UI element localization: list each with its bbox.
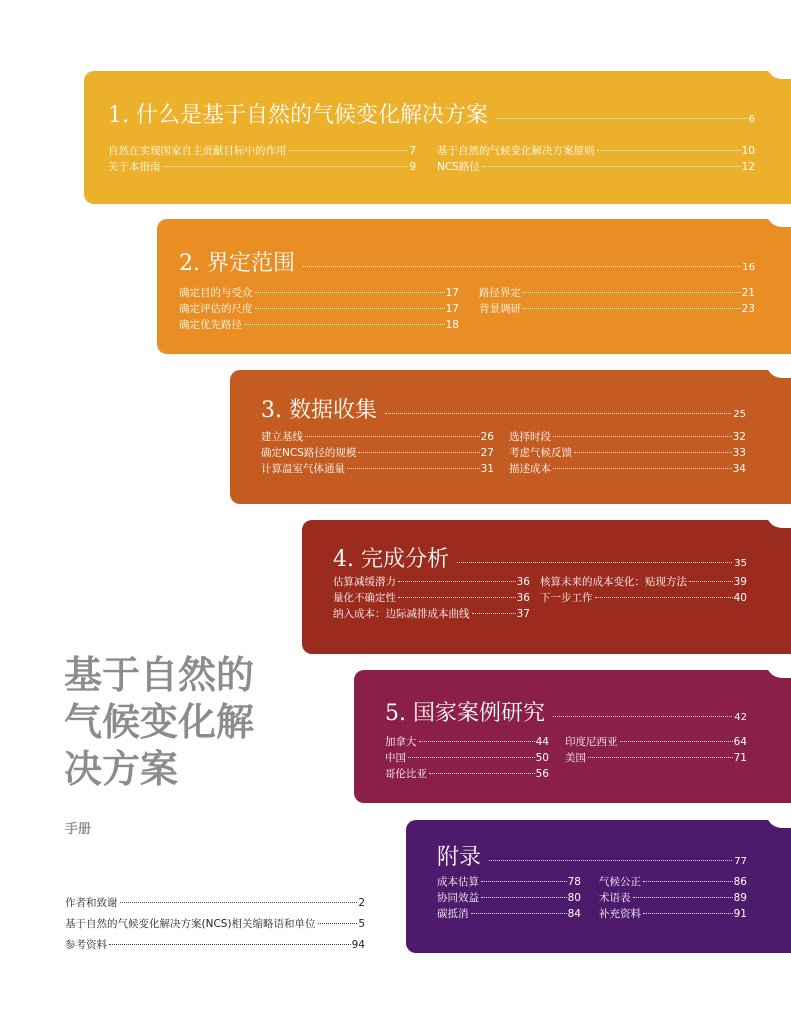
toc-entry[interactable] <box>385 766 549 782</box>
entry-page: 2 <box>358 897 365 909</box>
dot-leader <box>496 118 747 119</box>
entry-page: 86 <box>733 876 747 888</box>
front-matter-entry[interactable] <box>65 914 365 935</box>
section-4-heading[interactable] <box>333 542 747 573</box>
entry-page: 17 <box>445 287 459 299</box>
entry-label: 协同效益 <box>437 892 479 904</box>
section-2-band <box>157 219 791 354</box>
entry-page: 27 <box>480 447 494 459</box>
toc-entry[interactable] <box>333 590 530 606</box>
section-3-band <box>230 370 791 504</box>
dot-leader <box>481 881 567 882</box>
entry-label: 确定目的与受众 <box>179 287 253 299</box>
entry-label: 基于自然的气候变化解决方案(NCS)相关缩略语和单位 <box>65 918 316 930</box>
toc-entry[interactable] <box>333 606 530 622</box>
dot-leader <box>574 452 732 453</box>
section-page-number: 35 <box>734 558 747 569</box>
toc-entry[interactable] <box>261 461 494 477</box>
toc-entry[interactable] <box>509 461 746 477</box>
section-3-heading[interactable] <box>261 393 746 424</box>
toc-entry[interactable] <box>599 906 747 922</box>
dot-leader <box>163 166 409 167</box>
entry-label: 加拿大 <box>385 736 417 748</box>
section-2-heading[interactable] <box>179 246 755 277</box>
toc-entry[interactable] <box>565 750 747 766</box>
entry-page: 39 <box>733 576 747 588</box>
section-page-number: 42 <box>734 712 747 723</box>
entry-page: 12 <box>741 161 755 173</box>
dot-leader <box>408 757 535 758</box>
section-page-number: 16 <box>742 262 755 273</box>
toc-entry[interactable] <box>179 285 459 301</box>
section-5-heading[interactable] <box>385 696 747 727</box>
dot-leader <box>481 897 567 898</box>
toc-entry[interactable] <box>261 445 494 461</box>
dot-leader <box>588 757 733 758</box>
toc-entry[interactable] <box>333 574 530 590</box>
dot-leader <box>489 860 732 861</box>
toc-entry[interactable] <box>599 890 747 906</box>
dot-leader <box>482 166 741 167</box>
dot-leader <box>244 324 445 325</box>
toc-entry[interactable] <box>509 445 746 461</box>
handbook-title-line: 决方案 <box>64 746 179 791</box>
entry-page: 94 <box>351 939 365 951</box>
dot-leader <box>289 150 409 151</box>
entry-label: 中国 <box>385 752 406 764</box>
dot-leader <box>255 308 445 309</box>
handbook-subtitle: 手册 <box>65 822 92 837</box>
front-matter-entry[interactable] <box>65 893 365 914</box>
toc-entry[interactable] <box>565 734 747 750</box>
section-4-band <box>302 520 791 654</box>
entry-label: 成本估算 <box>437 876 479 888</box>
section-title: 1. 什么是基于自然的气候变化解决方案 <box>108 103 488 128</box>
appendix-band <box>406 820 791 953</box>
entry-label: 描述成本 <box>509 463 551 475</box>
toc-entry[interactable] <box>599 874 747 890</box>
toc-entry[interactable] <box>108 159 416 175</box>
entry-page: 36 <box>516 592 530 604</box>
entry-page: 71 <box>733 752 747 764</box>
front-matter-entry[interactable] <box>65 935 365 956</box>
entry-page: 5 <box>358 918 365 930</box>
toc-entry[interactable] <box>479 285 755 301</box>
handbook-title-line: 气候变化解 <box>64 699 255 744</box>
dot-leader <box>318 923 358 924</box>
entry-page: 10 <box>741 145 755 157</box>
dot-leader <box>523 292 741 293</box>
toc-entry[interactable] <box>261 429 494 445</box>
entry-page: 91 <box>733 908 747 920</box>
entry-label: 碳抵消 <box>437 908 469 920</box>
entry-page: 18 <box>445 319 459 331</box>
entry-label: 背景调研 <box>479 303 521 315</box>
toc-entry[interactable] <box>385 734 549 750</box>
dot-leader <box>553 716 732 717</box>
entry-page: 78 <box>567 876 581 888</box>
entry-label: 术语表 <box>599 892 631 904</box>
entry-label: 气候公正 <box>599 876 641 888</box>
dot-leader <box>398 597 516 598</box>
dot-leader <box>429 773 535 774</box>
dot-leader <box>255 292 445 293</box>
toc-entry[interactable] <box>179 301 459 317</box>
handbook-title-line: 基于自然的 <box>64 652 255 697</box>
section-5-band <box>354 670 791 803</box>
dot-leader <box>553 468 732 469</box>
toc-entry[interactable] <box>108 143 416 159</box>
dot-leader <box>358 452 479 453</box>
dot-leader <box>471 913 567 914</box>
entry-page: 34 <box>732 463 746 475</box>
entry-page: 9 <box>409 161 416 173</box>
entry-page: 40 <box>733 592 747 604</box>
entry-page: 26 <box>480 431 494 443</box>
entry-label: 下一步工作 <box>540 592 593 604</box>
toc-entry[interactable] <box>437 906 581 922</box>
entry-label: 建立基线 <box>261 431 303 443</box>
toc-entry[interactable] <box>179 317 459 333</box>
entry-page: 84 <box>567 908 581 920</box>
toc-entry[interactable] <box>437 159 755 175</box>
entry-page: 31 <box>480 463 494 475</box>
section-1-band <box>84 71 791 204</box>
dot-leader <box>305 436 480 437</box>
dot-leader <box>633 897 733 898</box>
toc-entry[interactable] <box>437 874 581 890</box>
toc-entry[interactable] <box>385 750 549 766</box>
toc-entry[interactable] <box>509 429 746 445</box>
section-title: 3. 数据收集 <box>261 398 377 423</box>
entry-label: NCS路径 <box>437 161 480 173</box>
dot-leader <box>689 581 733 582</box>
entry-label: 确定NCS路径的规模 <box>261 447 357 459</box>
section-1-heading[interactable] <box>108 98 755 129</box>
entry-page: 89 <box>733 892 747 904</box>
entry-label: 作者和致谢 <box>65 897 118 909</box>
dot-leader <box>398 581 516 582</box>
entry-label: 计算温室气体通量 <box>261 463 345 475</box>
dot-leader <box>347 468 480 469</box>
entry-label: 印度尼西亚 <box>565 736 618 748</box>
dot-leader <box>120 902 358 903</box>
section-title: 附录 <box>437 845 482 870</box>
entry-label: 关于本指南 <box>108 161 161 173</box>
entry-page: 44 <box>535 736 549 748</box>
entry-page: 7 <box>409 145 416 157</box>
entry-label: 选择时段 <box>509 431 551 443</box>
entry-page: 50 <box>535 752 549 764</box>
toc-entry[interactable] <box>437 143 755 159</box>
entry-label: 参考资料 <box>65 939 107 951</box>
entry-page: 80 <box>567 892 581 904</box>
entry-label: 考虑气候反馈 <box>509 447 572 459</box>
entry-page: 17 <box>445 303 459 315</box>
entry-label: 量化不确定性 <box>333 592 396 604</box>
dot-leader <box>523 308 741 309</box>
section-page-number: 6 <box>748 114 755 125</box>
section-page-number: 77 <box>734 856 747 867</box>
entry-label: 美国 <box>565 752 586 764</box>
entry-label: 基于自然的气候变化解决方案原则 <box>437 145 595 157</box>
dot-leader <box>419 741 535 742</box>
entry-label: 确定评估的尺度 <box>179 303 253 315</box>
entry-label: 核算未来的成本变化：贴现方法 <box>540 576 687 588</box>
toc-entry[interactable] <box>437 890 581 906</box>
entry-page: 21 <box>741 287 755 299</box>
dot-leader <box>643 913 733 914</box>
entry-page: 37 <box>516 608 530 620</box>
toc-entry[interactable] <box>479 301 755 317</box>
handbook-title <box>64 651 314 792</box>
dot-leader <box>597 150 741 151</box>
entry-label: 哥伦比亚 <box>385 768 427 780</box>
entry-page: 33 <box>732 447 746 459</box>
entry-label: 确定优先路径 <box>179 319 242 331</box>
entry-page: 56 <box>535 768 549 780</box>
entry-label: 路径界定 <box>479 287 521 299</box>
section-title: 4. 完成分析 <box>333 547 449 572</box>
entry-page: 23 <box>741 303 755 315</box>
dot-leader <box>457 562 732 563</box>
dot-leader <box>595 597 733 598</box>
entry-page: 64 <box>733 736 747 748</box>
entry-page: 36 <box>516 576 530 588</box>
entry-label: 估算减缓潜力 <box>333 576 396 588</box>
toc-entry[interactable] <box>540 574 747 590</box>
entry-label: 补充资料 <box>599 908 641 920</box>
entry-label: 纳入成本：边际减排成本曲线 <box>333 608 470 620</box>
dot-leader <box>109 944 351 945</box>
dot-leader <box>385 413 731 414</box>
dot-leader <box>553 436 732 437</box>
section-title: 5. 国家案例研究 <box>385 701 545 726</box>
appendix-heading[interactable] <box>437 840 747 871</box>
toc-entry[interactable] <box>540 590 747 606</box>
dot-leader <box>472 613 516 614</box>
front-matter-list <box>65 893 365 956</box>
dot-leader <box>303 266 740 267</box>
dot-leader <box>620 741 733 742</box>
section-page-number: 25 <box>733 409 746 420</box>
section-title: 2. 界定范围 <box>179 251 295 276</box>
dot-leader <box>643 881 733 882</box>
entry-label: 自然在实现国家自主贡献目标中的作用 <box>108 145 287 157</box>
entry-page: 32 <box>732 431 746 443</box>
